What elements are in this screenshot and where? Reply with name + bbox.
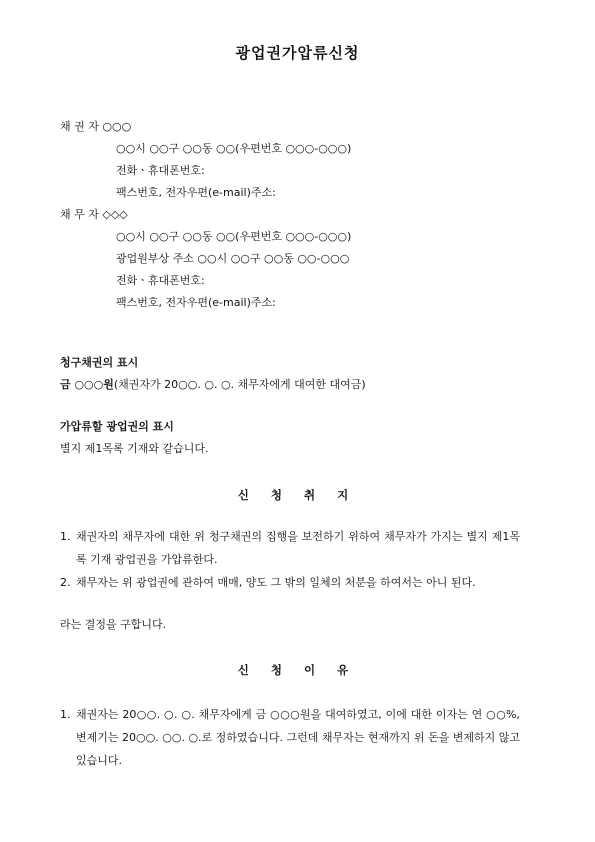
purpose-item-text: 채권자의 채무자에 대한 위 청구채권의 집행을 보전하기 위하여 채무자가 가지는 별지 제1목록 기재 광업권을 가압류한다. bbox=[76, 530, 520, 566]
creditor-name: ○○○ bbox=[102, 120, 132, 133]
creditor-fax-email: 팩스번호, 전자우편(e-mail)주소: bbox=[116, 186, 276, 199]
claim-amount: 금 ○○○원 bbox=[60, 378, 114, 391]
purpose-items bbox=[60, 525, 520, 594]
debtor-row bbox=[60, 208, 128, 222]
purpose-item-number: 2. bbox=[60, 576, 71, 589]
reason-heading: 신 청 이 유 bbox=[237, 663, 358, 677]
creditor-row bbox=[60, 120, 131, 134]
reason-items bbox=[60, 703, 520, 772]
claim-detail: (채권자가 20○○. ○. ○. 채무자에게 대여한 대여금) bbox=[113, 378, 366, 391]
reason-item-number: 1. bbox=[60, 708, 71, 721]
reason-item bbox=[60, 703, 520, 772]
purpose-item-number: 1. bbox=[60, 530, 71, 543]
creditor-label: 채 권 자 bbox=[60, 120, 99, 133]
debtor-phone: 전화ㆍ휴대폰번호: bbox=[116, 274, 205, 287]
debtor-name: ◇◇◇ bbox=[102, 208, 128, 221]
creditor-address: ○○시 ○○구 ○○동 ○○(우편번호 ○○○-○○○) bbox=[116, 142, 352, 155]
purpose-item bbox=[60, 525, 520, 571]
purpose-item bbox=[60, 571, 520, 594]
purpose-item-text: 채무자는 위 광업권에 관하여 매매, 양도 그 밖의 일체의 처분을 하여서는 아니 된다. bbox=[76, 576, 476, 589]
seizure-heading: 가압류할 광업권의 표시 bbox=[60, 420, 174, 433]
creditor-phone: 전화ㆍ휴대폰번호: bbox=[116, 164, 205, 177]
claim-heading: 청구채권의 표시 bbox=[60, 356, 139, 369]
document-title: 광업권가압류신청 bbox=[235, 44, 360, 62]
seizure-text: 별지 제1목록 기재와 같습니다. bbox=[60, 442, 209, 455]
debtor-label: 채 무 자 bbox=[60, 208, 99, 221]
debtor-mine-address: 광업원부상 주소 ○○시 ○○구 ○○동 ○○-○○○ bbox=[116, 252, 350, 265]
purpose-heading: 신 청 취 지 bbox=[237, 488, 358, 502]
debtor-fax-email: 팩스번호, 전자우편(e-mail)주소: bbox=[116, 296, 276, 309]
claim-row bbox=[60, 378, 366, 392]
purpose-closing: 라는 결정을 구합니다. bbox=[60, 618, 167, 631]
debtor-address: ○○시 ○○구 ○○동 ○○(우편번호 ○○○-○○○) bbox=[116, 230, 352, 243]
reason-item-text: 채권자는 20○○. ○. ○. 채무자에게 금 ○○○원을 대여하였고, 이에 대한 이자는 연 ○○%, 변제기는 20○○. ○○. ○.로 정하였습니다. 그런데 채무자는 현재까지 위 돈을 변제하지 않고 있습니다. bbox=[76, 708, 520, 767]
